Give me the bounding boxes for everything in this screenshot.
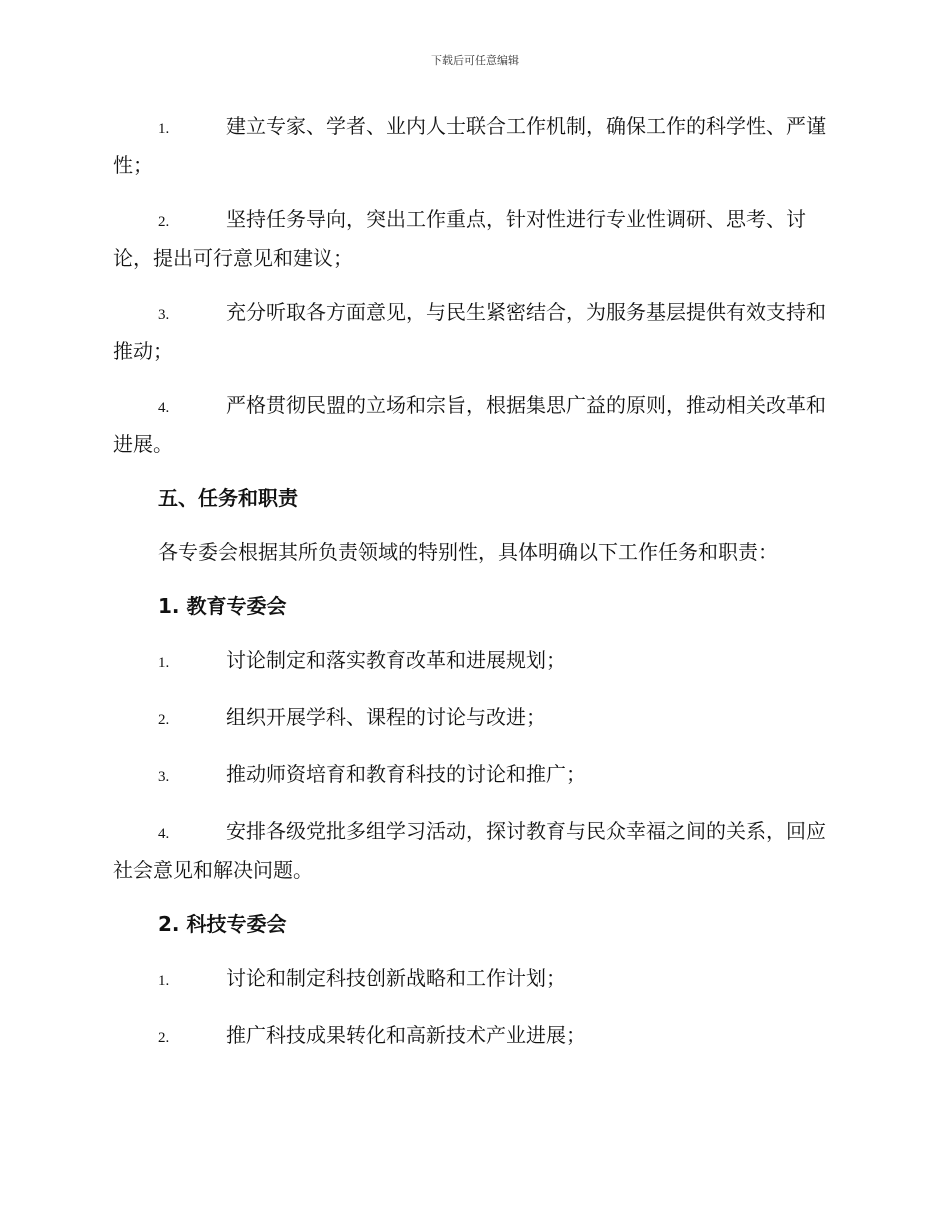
education-item-4 [113, 813, 835, 888]
page-header-note: 下载后可任意编辑 [431, 54, 519, 67]
list-text: 组织开展学科、课程的讨论与改进； [226, 705, 546, 729]
list-text: 讨论和制定科技创新战略和工作计划； [226, 966, 566, 990]
list-number: 1. [158, 121, 170, 137]
principle-item-2 [113, 201, 835, 276]
principle-item-3 [113, 294, 835, 369]
list-number: 1. [158, 655, 170, 671]
list-text: 讨论制定和落实教育改革和进展规划； [226, 648, 566, 672]
list-text: 充分听取各方面意见，与民生紧密结合，为服务基层提供有效支持和推动； [113, 300, 826, 363]
list-text: 推动师资培育和教育科技的讨论和推广； [226, 762, 586, 786]
technology-item-2 [113, 1017, 835, 1056]
list-text: 推广科技成果转化和高新技术产业进展； [226, 1023, 586, 1047]
technology-item-1 [113, 960, 835, 999]
list-number: 2. [158, 214, 170, 230]
list-number: 4. [158, 400, 170, 416]
list-text: 坚持任务导向，突出工作重点，针对性进行专业性调研、思考、讨论，提出可行意见和建议； [113, 207, 806, 270]
list-text: 严格贯彻民盟的立场和宗旨，根据集思广益的原则，推动相关改革和进展。 [113, 393, 826, 456]
education-item-1 [113, 642, 835, 681]
subsection-heading-technology: 2. 科技专委会 [158, 912, 287, 936]
principle-item-1 [113, 108, 835, 183]
subsection-heading-education: 1. 教育专委会 [158, 594, 287, 618]
section-intro: 各专委会根据其所负责领域的特别性，具体明确以下工作任务和职责： [158, 540, 778, 564]
list-text: 建立专家、学者、业内人士联合工作机制，确保工作的科学性、严谨性； [113, 114, 826, 177]
list-number: 2. [158, 712, 170, 728]
education-item-3 [113, 756, 835, 795]
list-number: 3. [158, 769, 170, 785]
education-item-2 [113, 699, 835, 738]
document-body [113, 108, 835, 1074]
list-number: 3. [158, 307, 170, 323]
list-number: 4. [158, 826, 170, 842]
principle-item-4 [113, 387, 835, 462]
list-text: 安排各级党批多组学习活动，探讨教育与民众幸福之间的关系，回应社会意见和解决问题。 [113, 819, 826, 882]
list-number: 1. [158, 973, 170, 989]
section-heading: 五、任务和职责 [158, 486, 298, 510]
list-number: 2. [158, 1030, 170, 1046]
